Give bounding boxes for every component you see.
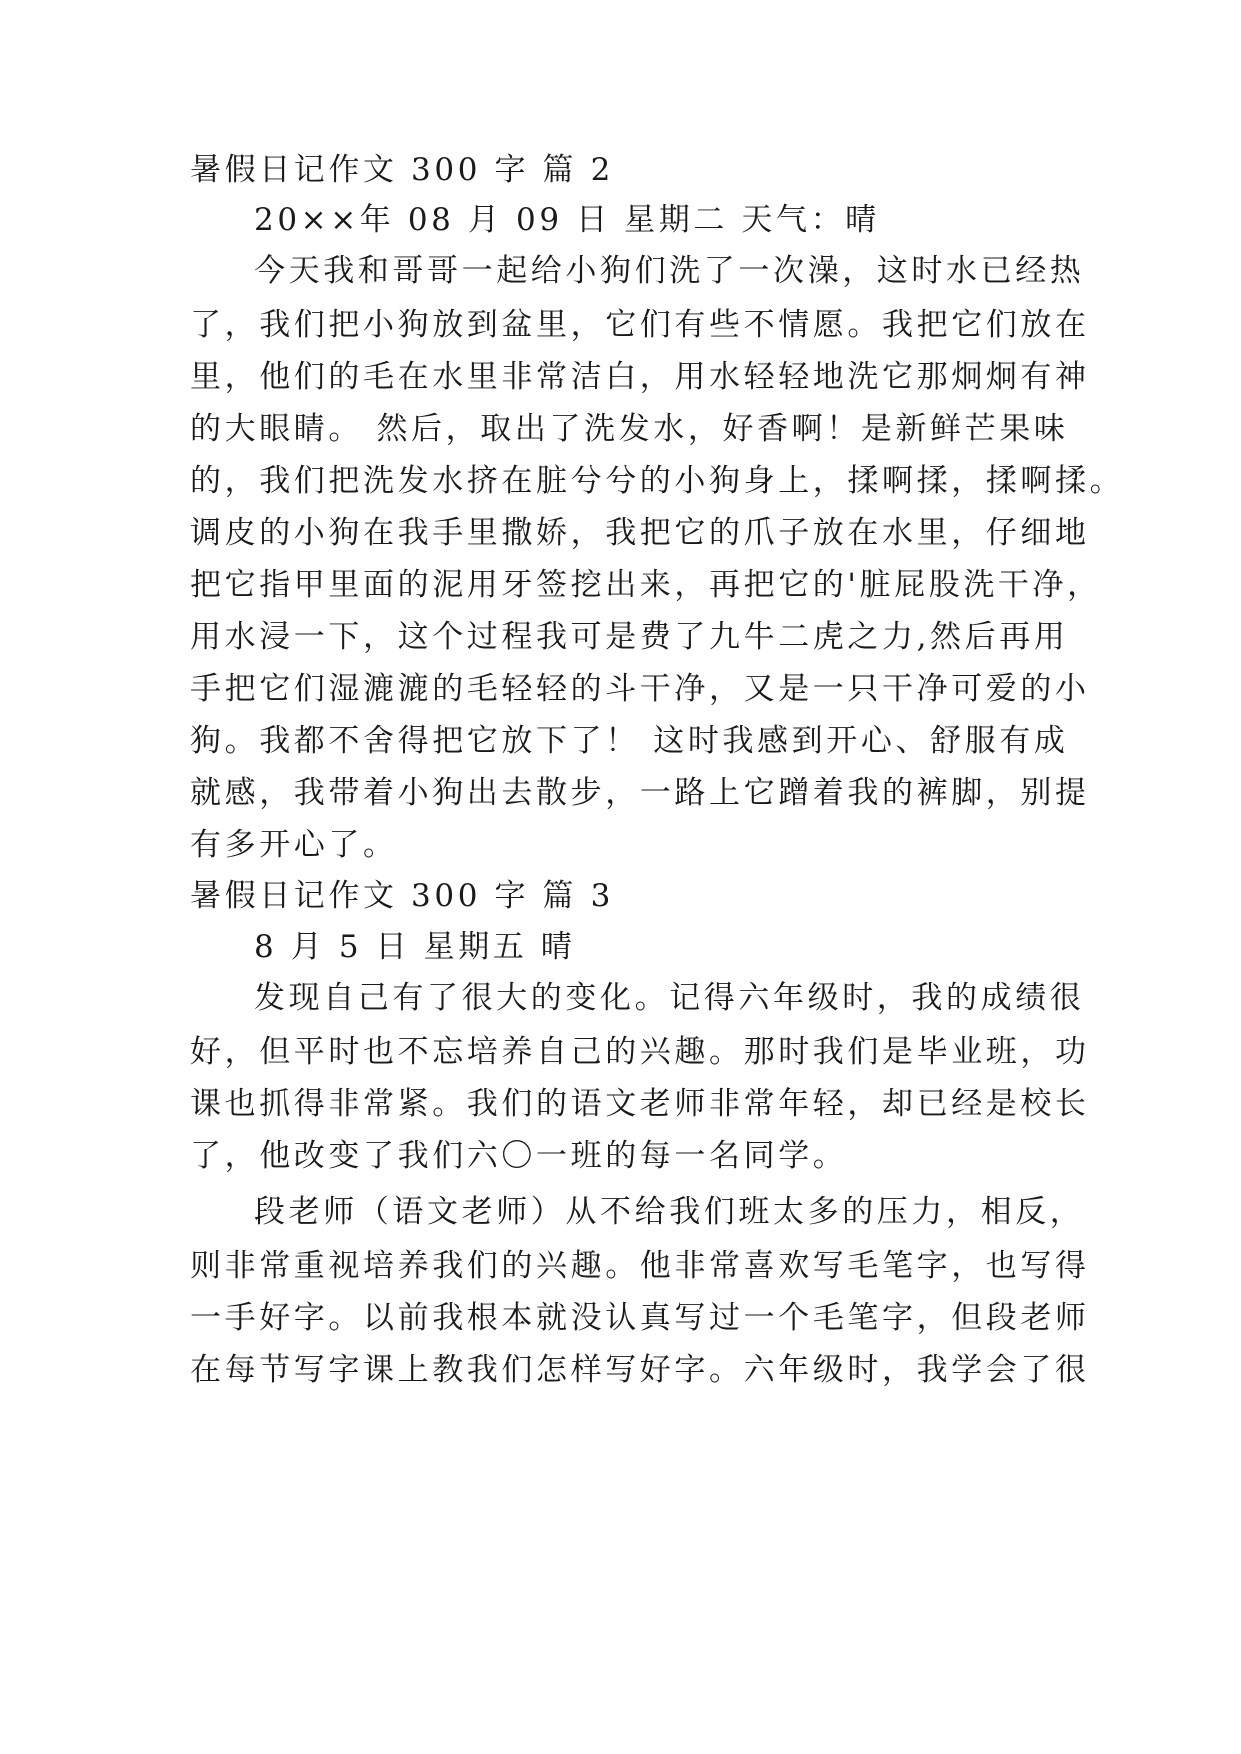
paragraph-line: 就感，我带着小狗出去散步，一路上它蹭着我的裤脚，别提: [190, 775, 1090, 811]
paragraph-line: 调皮的小狗在我手里撒娇，我把它的爪子放在水里，仔细地: [190, 515, 1090, 551]
paragraph-line: 课也抓得非常紧。我们的语文老师非常年轻，却已经是校长: [190, 1086, 1090, 1122]
paragraph-line: 在每节写字课上教我们怎样写好字。六年级时，我学会了很: [190, 1352, 1090, 1388]
paragraph-line: 用水浸一下，这个过程我可是费了九牛二虎之力,然后再用: [190, 619, 1069, 655]
section-heading-2: 暑假日记作文 300 字 篇 2: [190, 152, 614, 188]
section-heading-3: 暑假日记作文 300 字 篇 3: [190, 878, 614, 914]
paragraph-line: 的大眼睛。 然后，取出了洗发水，好香啊！是新鲜芒果味: [190, 411, 1069, 447]
paragraph-line: 有多开心了。: [190, 827, 398, 863]
paragraph-line: 则非常重视培养我们的兴趣。他非常喜欢写毛笔字，也写得: [190, 1248, 1090, 1284]
paragraph-line: 一手好字。以前我根本就没认真写过一个毛笔字，但段老师: [190, 1300, 1090, 1336]
diary-date-line: 8 月 5 日 星期五 晴: [254, 929, 576, 965]
diary-date-line: 20××年 08 月 09 日 星期二 天气：晴: [254, 202, 880, 238]
paragraph-line: 里，他们的毛在水里非常洁白，用水轻轻地洗它那炯炯有神: [190, 359, 1090, 395]
paragraph-line: 的，我们把洗发水挤在脏兮兮的小狗身上，揉啊揉，揉啊揉。: [190, 463, 1125, 499]
paragraph-line: 好，但平时也不忘培养自己的兴趣。那时我们是毕业班，功: [190, 1034, 1090, 1070]
paragraph-line: 段老师（语文老师）从不给我们班太多的压力，相反，: [254, 1194, 1085, 1230]
paragraph-line: 狗。我都不舍得把它放下了！ 这时我感到开心、舒服有成: [190, 723, 1069, 759]
paragraph-line: 今天我和哥哥一起给小狗们洗了一次澡，这时水已经热: [254, 253, 1085, 289]
paragraph-line: 手把它们湿漉漉的毛轻轻的斗干净，又是一只干净可爱的小: [190, 671, 1090, 707]
paragraph-line: 发现自己有了很大的变化。记得六年级时，我的成绩很: [254, 980, 1085, 1016]
paragraph-line: 了，他改变了我们六〇一班的每一名同学。: [190, 1138, 848, 1174]
paragraph-line: 了，我们把小狗放到盆里，它们有些不情愿。我把它们放在: [190, 307, 1090, 343]
paragraph-line: 把它指甲里面的泥用牙签挖出来，再把它的'脏屁股洗干净，: [190, 567, 1102, 603]
